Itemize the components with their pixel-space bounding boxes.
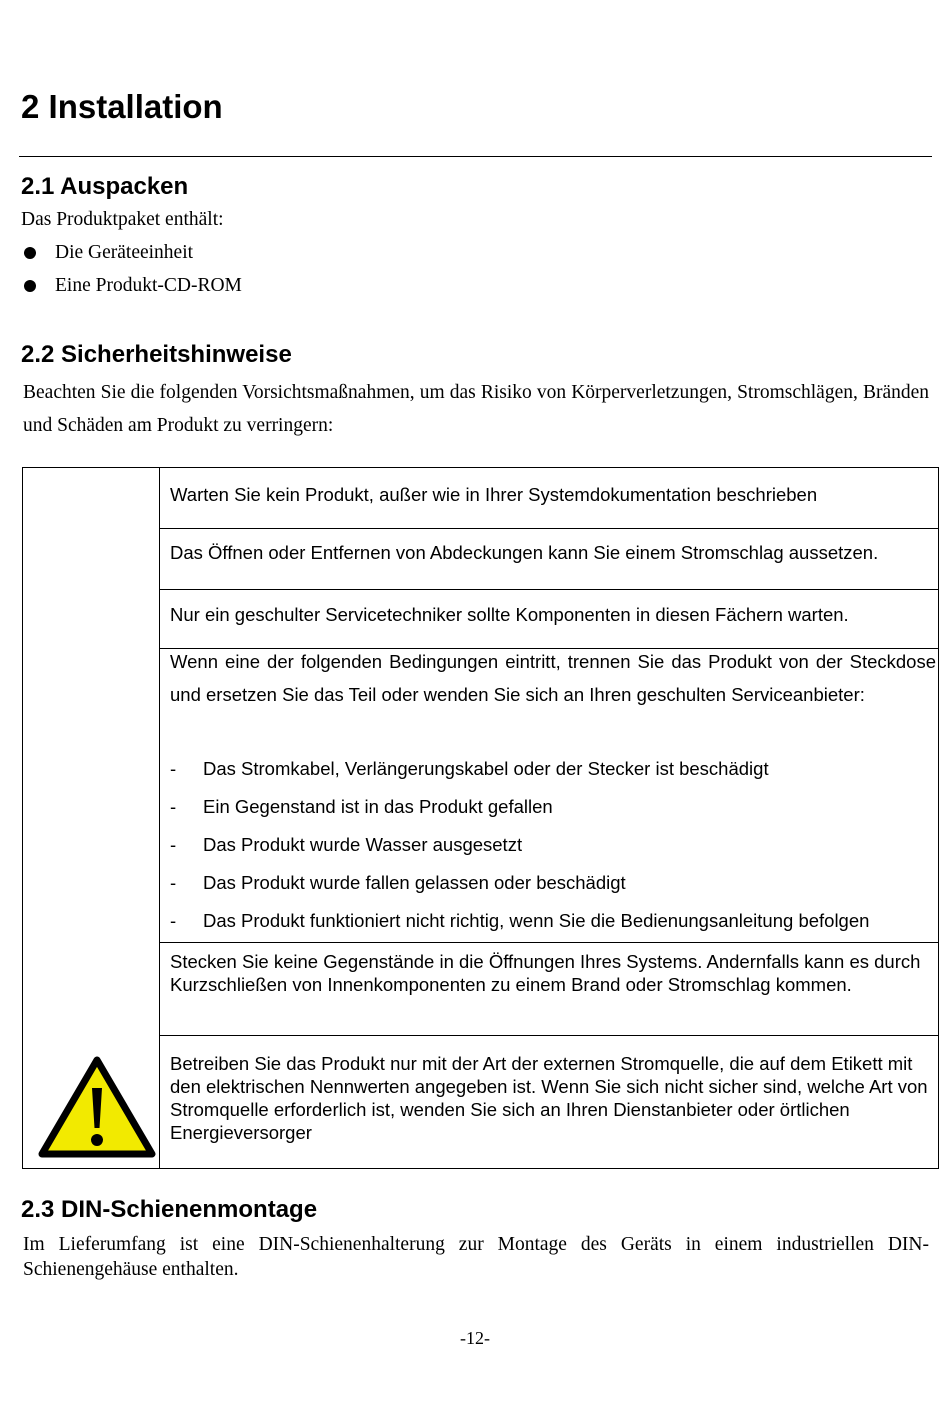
bullet-icon: [24, 247, 36, 259]
dash-marker: -: [170, 796, 177, 817]
safety-row: [160, 529, 938, 590]
dash-marker: -: [170, 834, 177, 855]
section-title-safety: 2.2 Sicherheitshinweise: [21, 341, 292, 368]
din-rail-text: Im Lieferumfang ist eine DIN-Schienenhalterung zur Montage des Geräts in einem industriellen DIN-Schienengehäuse enthalten.: [23, 1234, 929, 1280]
bullet-icon: [24, 280, 36, 292]
page-number: -12-: [460, 1328, 490, 1348]
safety-row: [160, 1036, 938, 1169]
list-item: [170, 909, 936, 932]
page-heading: 2 Installation: [21, 88, 223, 125]
safety-row-text: Betreiben Sie das Produkt nur mit der Art der externen Stromquelle, die auf dem Etikett mit den elektrischen Nennwerten angegeben ist. Wenn Sie sich nicht sicher sind, welche Art von Stromquelle erforderlich ist, wenden Sie sich an Ihren Dienstanbieter oder örtlichen Energieversorger: [170, 1053, 928, 1143]
list-item: [21, 275, 242, 297]
list-item: [170, 795, 936, 818]
section-title-unpacking: 2.1 Auspacken: [21, 173, 189, 200]
section-title-din-rail: 2.3 DIN-Schienenmontage: [21, 1196, 318, 1223]
list-item-label: Das Produkt wurde fallen gelassen oder beschädigt: [203, 872, 626, 893]
heading-rule: [19, 156, 932, 157]
list-item-label: Das Produkt wurde Wasser ausgesetzt: [203, 834, 523, 855]
dash-marker: -: [170, 758, 177, 779]
safety-row: [160, 590, 938, 649]
safety-row-conditions: [160, 649, 938, 943]
safety-row-text: Warten Sie kein Produkt, außer wie in Ihrer Systemdokumentation beschrieben: [170, 484, 818, 505]
warning-triangle-icon: [37, 1054, 157, 1160]
list-item-label: Eine Produkt-CD-ROM: [55, 275, 242, 296]
text-column: [159, 468, 938, 1168]
list-item-label: Das Stromkabel, Verlängerungskabel oder der Stecker ist beschädigt: [203, 758, 769, 779]
list-item: [21, 242, 193, 264]
safety-row: [160, 468, 938, 529]
unpacking-intro: Das Produktpaket enthält:: [21, 209, 224, 230]
dash-marker: -: [170, 872, 177, 893]
safety-row-text: Stecken Sie keine Gegenstände in die Öffnungen Ihres Systems. Andernfalls kann es durch Kurzschließen von Innenkomponenten zu einem Brand oder Stromschlag kommen.: [170, 951, 921, 995]
list-item-label: Ein Gegenstand ist in das Produkt gefallen: [203, 796, 553, 817]
list-item: [170, 871, 936, 894]
list-item-label: Das Produkt funktioniert nicht richtig, wenn Sie die Bedienungsanleitung befolgen: [203, 910, 870, 931]
list-item-label: Die Geräteeinheit: [55, 242, 194, 263]
list-item: [170, 757, 936, 780]
conditions-intro: Wenn eine der folgenden Bedingungen eintritt, trennen Sie das Produkt von der Steckdose und ersetzen Sie das Teil oder wenden Sie sich an Ihren geschulten Serviceanbieter:: [170, 651, 936, 705]
safety-row-text: Nur ein geschulter Servicetechniker sollte Komponenten in diesen Fächern warten.: [170, 604, 849, 625]
safety-intro: Beachten Sie die folgenden Vorsichtsmaßnahmen, um das Risiko von Körperverletzungen, Stromschlägen, Bränden und Schäden am Produkt zu verringern:: [23, 382, 929, 436]
list-item: [170, 833, 936, 856]
safety-table: [22, 467, 939, 1169]
icon-column: [23, 468, 159, 1168]
dash-marker: -: [170, 910, 177, 931]
safety-row-text: Das Öffnen oder Entfernen von Abdeckungen kann Sie einem Stromschlag aussetzen.: [170, 542, 879, 563]
safety-row: [160, 943, 938, 1036]
